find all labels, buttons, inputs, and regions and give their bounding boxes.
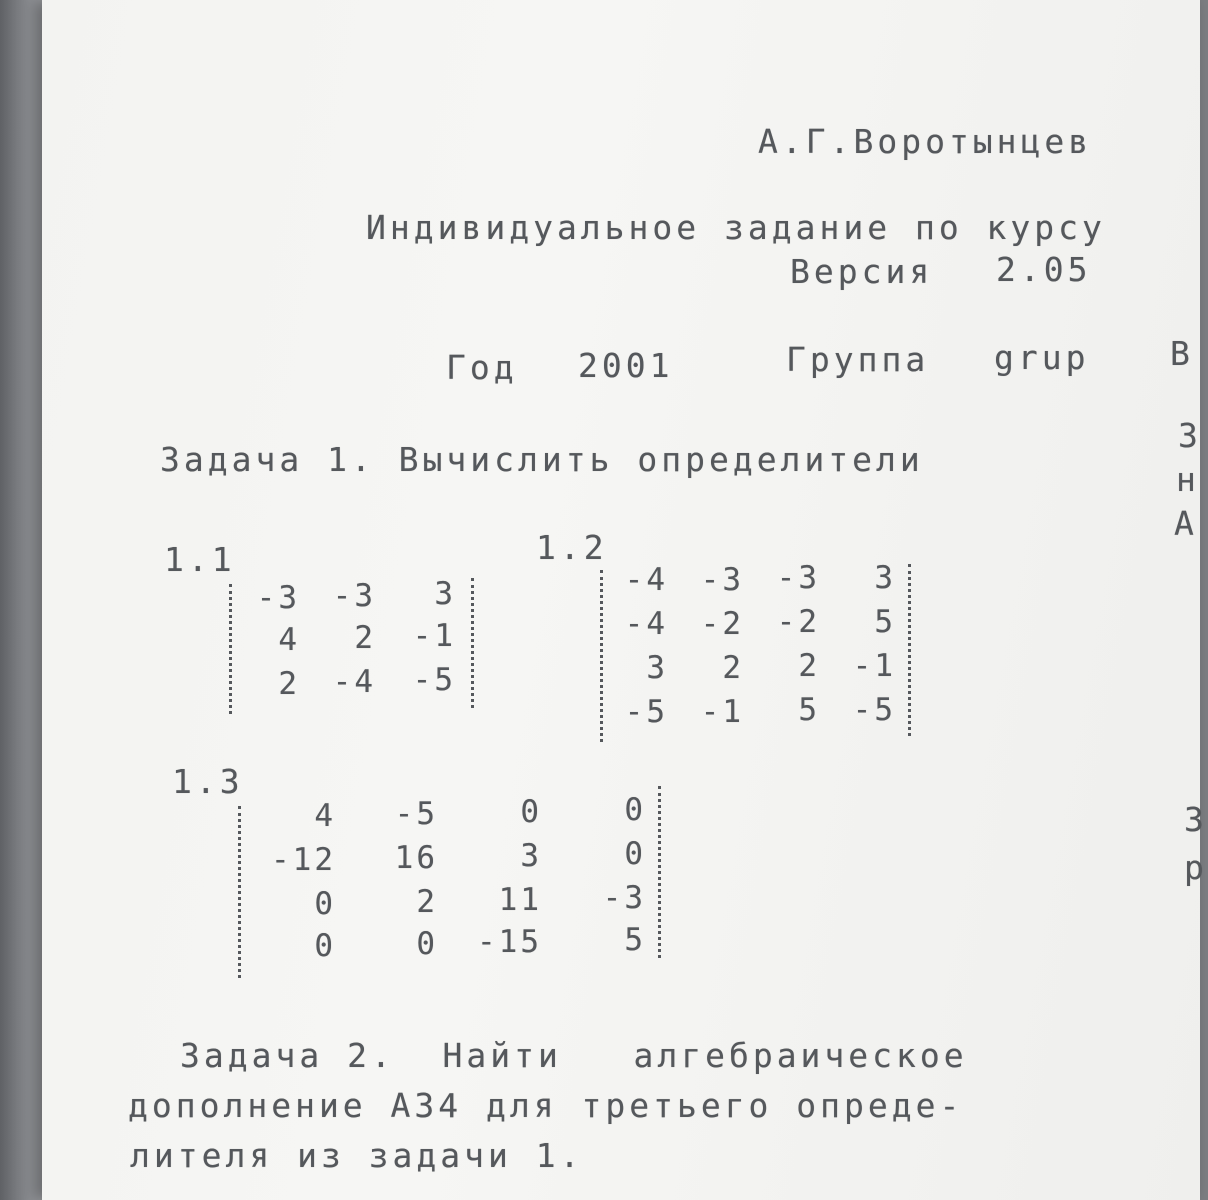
determinant-1-1-cell: 2 <box>278 666 300 702</box>
determinant-1-3-cell: 0 <box>520 794 542 830</box>
cut-right-char: З <box>1178 416 1202 455</box>
determinant-1-1-right-bar <box>471 578 474 708</box>
determinant-1-2-cell: -5 <box>852 692 896 728</box>
cut-right-char: н <box>1176 460 1200 499</box>
determinant-1-2-cell: -1 <box>852 648 896 684</box>
determinant-1-3-cell: 11 <box>498 882 542 918</box>
determinant-1-3-cell: 4 <box>314 798 336 834</box>
task2-line-3: лителя из задачи 1. <box>130 1136 584 1175</box>
determinant-1-3-cell: 0 <box>314 928 336 964</box>
determinant-1-3-cell: -15 <box>477 924 542 960</box>
determinant-1-2-cell: 2 <box>798 648 820 684</box>
cut-off-letter: В <box>1170 334 1194 373</box>
determinant-1-2-right-bar <box>908 564 911 736</box>
determinant-1-2-left-bar <box>600 570 603 742</box>
determinant-1-2-cell: 2 <box>722 650 744 686</box>
cut-right-char: З <box>1184 800 1208 839</box>
determinant-1-3-left-bar <box>238 806 241 978</box>
task2-line-1: Задача 2. Найти алгебраическое <box>180 1036 968 1075</box>
version-label: Версия <box>790 252 934 291</box>
determinant-1-2-cell: 5 <box>798 692 820 728</box>
assignment-title: Индивидуальное задание по курсу <box>366 208 1106 247</box>
determinant-1-2-cell: -2 <box>776 604 820 640</box>
author-name: А.Г.Воротынцев <box>758 122 1093 161</box>
determinant-1-3-cell: 3 <box>520 838 542 874</box>
determinant-1-2-cell: -3 <box>776 560 820 596</box>
determinant-1-1-cell: -5 <box>412 662 456 698</box>
group-value: grup <box>994 338 1090 377</box>
year-value: 2001 <box>578 346 674 385</box>
version-value: 2.05 <box>996 250 1092 289</box>
determinant-1-3-cell: -3 <box>602 880 646 916</box>
determinant-1-3-right-bar <box>658 786 661 958</box>
determinant-1-3-cell: 2 <box>416 884 438 920</box>
determinant-1-2-cell: -1 <box>700 694 744 730</box>
determinant-1-1-label: 1.1 <box>164 540 236 579</box>
determinant-1-1-cell: -3 <box>256 580 300 616</box>
determinant-1-1-cell: 2 <box>354 620 376 656</box>
task2-line-2: дополнение А34 для третьего опреде- <box>128 1086 964 1125</box>
group-label: Группа <box>786 340 930 379</box>
determinant-1-3-cell: 5 <box>624 922 646 958</box>
determinant-1-2-cell: -5 <box>624 694 668 730</box>
determinant-1-2-cell: -4 <box>624 562 668 598</box>
determinant-1-3-cell: 16 <box>394 840 438 876</box>
determinant-1-1-cell: -1 <box>412 618 456 654</box>
task1-title: Задача 1. Вычислить определители <box>160 440 924 479</box>
year-label: Год <box>446 348 518 387</box>
printed-page <box>42 0 1200 1200</box>
determinant-1-3-cell: 0 <box>416 926 438 962</box>
determinant-1-3-label: 1.3 <box>172 762 244 801</box>
determinant-1-3-cell: 0 <box>314 886 336 922</box>
determinant-1-2-cell: -4 <box>624 606 668 642</box>
determinant-1-2-cell: -3 <box>700 562 744 598</box>
determinant-1-2-cell: 5 <box>874 604 896 640</box>
determinant-1-3-cell: -5 <box>394 796 438 832</box>
cut-right-char: р <box>1184 848 1208 887</box>
determinant-1-2-cell: 3 <box>874 560 896 596</box>
determinant-1-3-cell: 0 <box>624 792 646 828</box>
determinant-1-2-label: 1.2 <box>536 528 608 567</box>
determinant-1-2-cell: 3 <box>646 650 668 686</box>
cut-right-char: А <box>1174 504 1198 543</box>
determinant-1-3-cell: 0 <box>624 836 646 872</box>
determinant-1-1-cell: -3 <box>332 578 376 614</box>
background-edge <box>0 0 42 1200</box>
determinant-1-1-cell: 3 <box>434 576 456 612</box>
determinant-1-1-cell: 4 <box>278 622 300 658</box>
determinant-1-1-cell: -4 <box>332 664 376 700</box>
determinant-1-2-cell: -2 <box>700 606 744 642</box>
determinant-1-1-left-bar <box>229 584 232 714</box>
determinant-1-3-cell: -12 <box>271 842 336 878</box>
